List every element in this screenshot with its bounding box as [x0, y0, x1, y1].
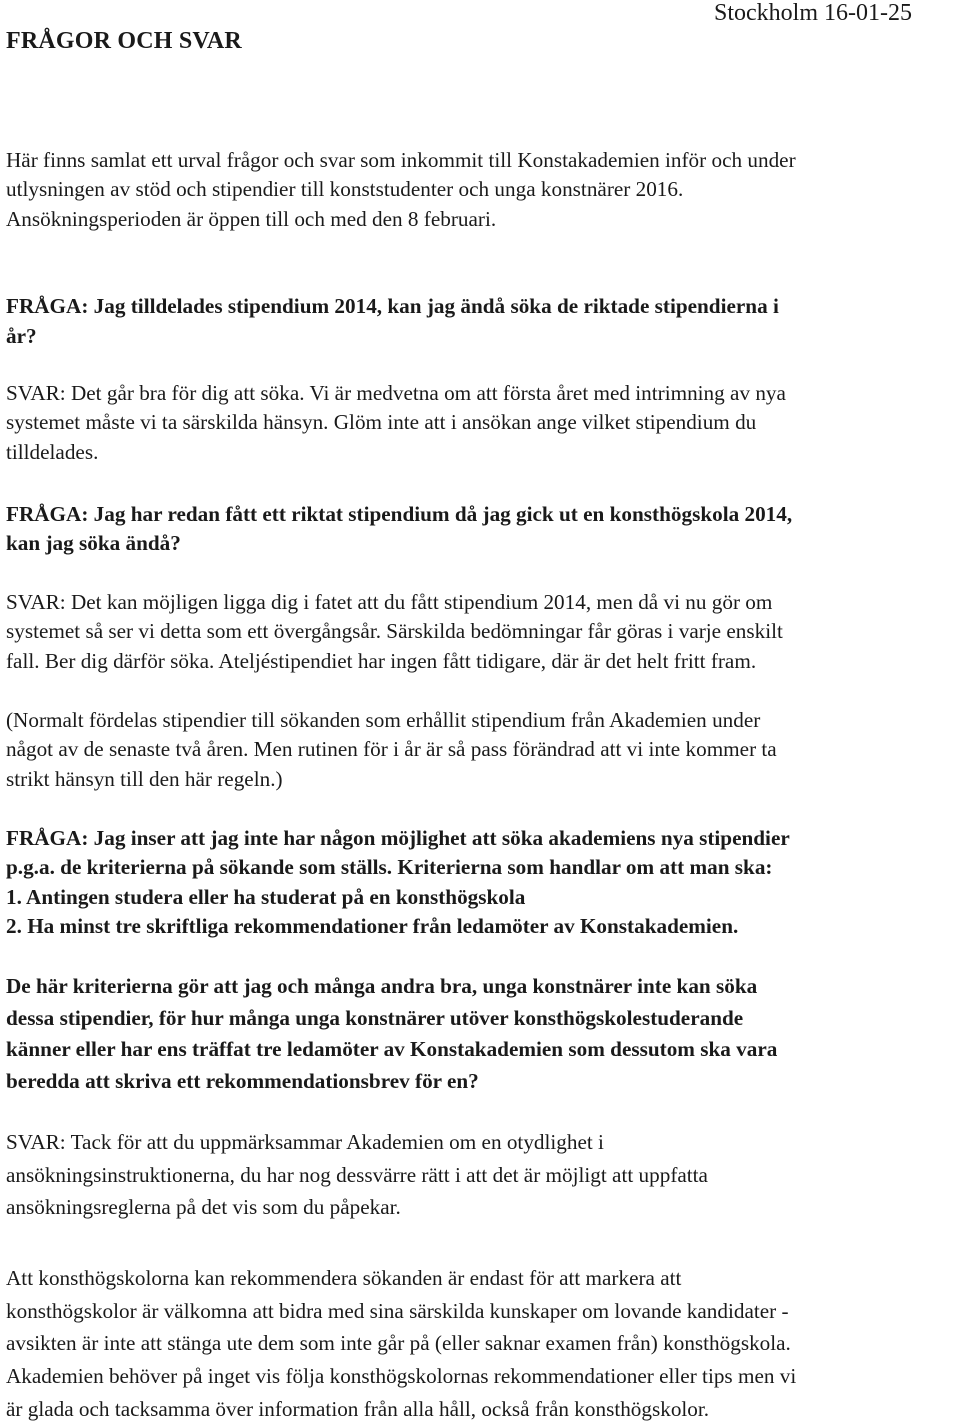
text-line: systemet så ser vi detta som ett övergångsår. Särskilda bedömningar får göras i varje enskilt — [6, 619, 783, 644]
text-line: p.g.a. de kriterierna på sökande som ställs. Kriterierna som handlar om att man ska: — [6, 855, 773, 880]
text-line: 1. Antingen studera eller ha studerat på en konsthögskola — [6, 884, 526, 909]
text-line: Akademien behöver på inget vis följa konsthögskolornas rekommendationer eller tips men vi — [6, 1364, 797, 1389]
text-line: FRÅGA: Jag inser att jag inte har någon möjlighet att söka akademiens nya stipendier — [6, 826, 790, 850]
answer-3 — [6, 1126, 960, 1224]
text-line: känner eller har ens träffat tre ledamöter av Konstakademien som dessutom ska vara — [6, 1037, 778, 1061]
text-line: år? — [6, 324, 37, 348]
question-1 — [6, 291, 960, 351]
answer-2 — [6, 588, 960, 676]
text-line: beredda att skriva ett rekommendationsbrev för en? — [6, 1068, 479, 1093]
text-line: SVAR: Det går bra för dig att söka. Vi är medvetna om att första året med intrimning av nya — [6, 381, 786, 405]
text-line: FRÅGA: Jag har redan fått ett riktat stipendium då jag gick ut en konsthögskola 2014, — [6, 502, 793, 526]
text-line: något av de senaste två åren. Men rutinen för i år är så pass förändrad att vi inte kommer ta — [6, 737, 777, 762]
text-line: 2. Ha minst tre skriftliga rekommendationer från ledamöter av Konstakademien. — [6, 913, 739, 938]
text-line: tilldelades. — [6, 439, 99, 464]
text-line: dessa stipendier, för hur många unga konstnärer utöver konsthögskolestuderande — [6, 1005, 744, 1030]
text-line: ansökningsreglerna på det vis som du påpekar. — [6, 1195, 401, 1220]
text-line: strikt hänsyn till den här regeln.) — [6, 766, 283, 791]
text-line: FRÅGA: Jag tilldelades stipendium 2014, kan jag ändå söka de riktade stipendierna i — [6, 294, 779, 318]
intro-paragraph — [6, 146, 960, 234]
text-line: SVAR: Det kan möjligen ligga dig i fatet att du fått stipendium 2014, men då vi nu gör om — [6, 590, 773, 614]
question-2 — [6, 500, 960, 559]
text-line: konsthögskolor är välkomna att bidra med sina särskilda kunskaper om lovande kandidater - — [6, 1298, 789, 1323]
text-line: De här kriterierna gör att jag och många andra bra, unga konstnärer inte kan söka — [6, 974, 758, 998]
text-line: utlysningen av stöd och stipendier till konststudenter och unga konstnärer 2016. — [6, 177, 684, 202]
text-line: (Normalt fördelas stipendier till sökanden som erhållit stipendium från Akademien under — [6, 708, 761, 732]
question-3 — [6, 824, 960, 941]
answer-1 — [6, 379, 960, 467]
page-title: FRÅGOR OCH SVAR — [6, 28, 242, 54]
text-line: systemet måste vi ta särskilda hänsyn. Glöm inte att i ansökan ange vilket stipendium du — [6, 410, 757, 435]
answer-2-note — [6, 706, 960, 794]
date-line: Stockholm 16-01-25 — [714, 0, 912, 26]
text-line: SVAR: Tack för att du uppmärksammar Akademien om en otydlighet i — [6, 1130, 604, 1154]
text-line: ansökningsinstruktionerna, du har nog dessvärre rätt i att det är möjligt att uppfatta — [6, 1162, 708, 1187]
text-line: Här finns samlat ett urval frågor och svar som inkommit till Konstakademien inför och under — [6, 148, 796, 172]
text-line: är glada och tacksamma över information från alla håll, också från konsthögskolor. — [6, 1396, 710, 1421]
text-line: avsikten är inte att stänga ute dem som inte går på (eller saknar examen från) konsthögskola. — [6, 1331, 791, 1356]
text-line: Att konsthögskolorna kan rekommendera sökanden är endast för att markera att — [6, 1266, 682, 1290]
answer-3-continued — [6, 1262, 960, 1426]
text-line: kan jag söka ändå? — [6, 531, 181, 556]
text-line: Ansökningsperioden är öppen till och med den 8 februari. — [6, 206, 497, 231]
question-3-continued — [6, 971, 960, 1097]
text-line: fall. Ber dig därför söka. Ateljéstipendiet har ingen fått tidigare, där är det helt fritt fram. — [6, 648, 757, 673]
